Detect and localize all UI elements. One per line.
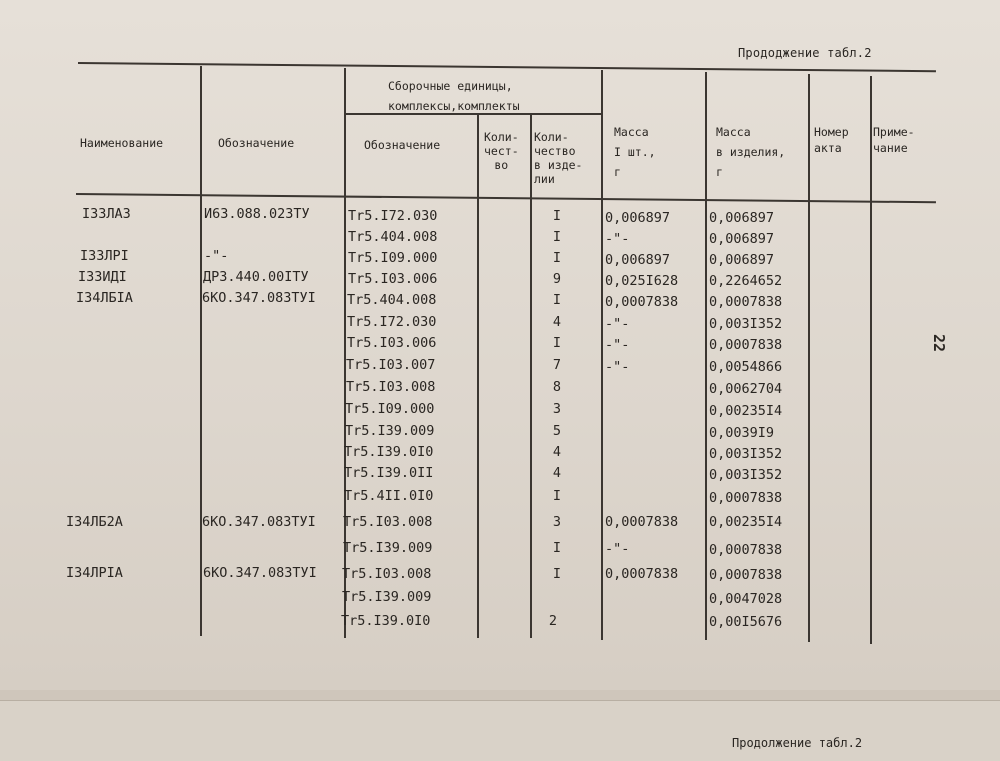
row-sub-designation: Tr5.I39.009 [343,540,433,556]
row-qty: I [552,292,562,308]
row-qty: 4 [552,465,562,481]
row-qty: 4 [552,444,562,460]
row-mass-total: 0,003I352 [709,446,783,462]
row-mass-total: 0,0007838 [709,542,783,558]
row-mass-unit: 0,006897 [605,252,671,268]
page-number: 22 [930,334,948,353]
row-qty: 5 [552,423,562,439]
row-mass-total: 0,0054866 [709,359,783,375]
row-designation: ДР3.440.00IТУ [203,269,309,285]
row-mass-total: 0,2264652 [709,273,783,289]
row-mass-total: 0,0007838 [709,567,783,583]
col-rule-5 [601,70,603,640]
row-qty: I [552,566,562,582]
row-name: I34ЛБIА [76,290,133,306]
row-qty: 2 [548,613,558,629]
row-qty: I [552,335,562,351]
row-mass-total: 0,00235I4 [709,403,783,419]
row-sub-designation: Tr5.I72.030 [347,314,437,330]
header-name: Наименование [80,136,164,150]
header-mass-unit: Масса I шт., г [614,125,656,179]
row-mass-unit: -"- [605,541,630,557]
table-caption: Прододжение табл.2 [738,46,872,60]
row-qty: 3 [552,514,562,530]
row-mass-unit: 0,0007838 [605,566,679,582]
row-qty: I [552,488,562,504]
row-qty: 9 [552,271,562,287]
row-designation: 6КО.347.083ТУI [203,565,317,581]
row-mass-total: 0,00235I4 [709,514,783,530]
row-mass-total: 0,0047028 [709,591,783,607]
row-mass-unit: -"- [605,316,630,332]
row-sub-designation: Tr5.I72.030 [348,208,438,224]
row-mass-total: 0,006897 [709,231,775,247]
row-mass-total: 0,00I5676 [709,614,783,630]
row-sub-designation: Tr5.I03.007 [346,357,436,373]
row-mass-unit: -"- [605,231,630,247]
row-designation: И63.088.023ТУ [204,206,310,222]
row-mass-total: 0,003I352 [709,467,783,483]
col-rule-6 [705,72,707,640]
row-name: I33ЛАЗ [82,206,131,222]
header-act-number: Номер акта [814,125,849,155]
row-mass-unit: 0,006897 [605,210,671,226]
row-mass-total: 0,0039I9 [709,425,775,441]
row-qty: I [552,208,562,224]
row-qty: I [552,540,562,556]
row-mass-total: 0,003I352 [709,316,783,332]
header-note: Приме- чание [873,125,915,155]
row-mass-unit: 0,0007838 [605,514,679,530]
next-page-caption: Продолжение табл.2 [732,736,863,750]
row-sub-designation: Tr5.I03.006 [348,271,438,287]
row-mass-total: 0,006897 [709,210,775,226]
row-sub-designation: Tr5.I09.000 [345,401,435,417]
row-mass-total: 0,006897 [709,252,775,268]
header-designation: Обозначение [218,136,295,150]
row-mass-unit: 0,0007838 [605,294,679,310]
row-mass-unit: 0,025I628 [605,273,679,289]
row-sub-designation: Tr5.4II.0I0 [344,488,434,504]
row-sub-designation: Tr5.I03.006 [347,335,437,351]
row-sub-designation: Tr5.I39.009 [342,589,432,605]
row-qty: 7 [552,357,562,373]
row-mass-total: 0,0007838 [709,490,783,506]
row-designation: -"- [204,248,229,264]
row-name: I34ЛБ2А [66,514,123,530]
next-page-edge [0,700,1000,761]
header-qty-in-product: Коли- чество в изде- лии [534,130,583,186]
row-mass-unit: -"- [605,337,630,353]
col-rule-3 [477,113,479,638]
row-sub-designation: Tr5.I39.0I0 [341,613,431,629]
row-qty: 8 [552,379,562,395]
row-qty: 3 [552,401,562,417]
col-rule-8 [870,76,872,644]
col-rule-4 [530,113,532,638]
row-mass-total: 0,0007838 [709,294,783,310]
row-sub-designation: Tr5.404.008 [348,229,438,245]
row-mass-unit: -"- [605,359,630,375]
row-sub-designation: Tr5.I09.000 [348,250,438,266]
row-sub-designation: Tr5.404.008 [347,292,437,308]
row-name: I34ЛРIА [66,565,123,581]
header-sub-designation: Обозначение [364,138,441,152]
col-rule-1 [200,66,202,636]
row-sub-designation: Tr5.I03.008 [342,566,432,582]
row-qty: I [552,250,562,266]
row-mass-total: 0,0007838 [709,337,783,353]
row-sub-designation: Tr5.I03.008 [343,514,433,530]
row-sub-designation: Tr5.I03.008 [346,379,436,395]
row-designation: 6КО.347.083ТУI [202,514,316,530]
header-assembly-group: Сборочные единицы, комплексы,комплекты [388,79,520,113]
header-mass-product: Масса в изделия, г [716,125,786,179]
row-qty: I [552,229,562,245]
row-sub-designation: Tr5.I39.009 [345,423,435,439]
row-qty: 4 [552,314,562,330]
row-name: I33ЛРI [80,248,129,264]
row-sub-designation: Tr5.I39.0II [344,465,434,481]
header-qty: Коли- чест- во [484,130,519,172]
row-designation: 6КО.347.083ТУI [202,290,316,306]
row-sub-designation: Tr5.I39.0I0 [344,444,434,460]
col-rule-7 [808,74,810,642]
row-mass-total: 0,0062704 [709,381,783,397]
row-name: I33ИДI [78,269,127,285]
